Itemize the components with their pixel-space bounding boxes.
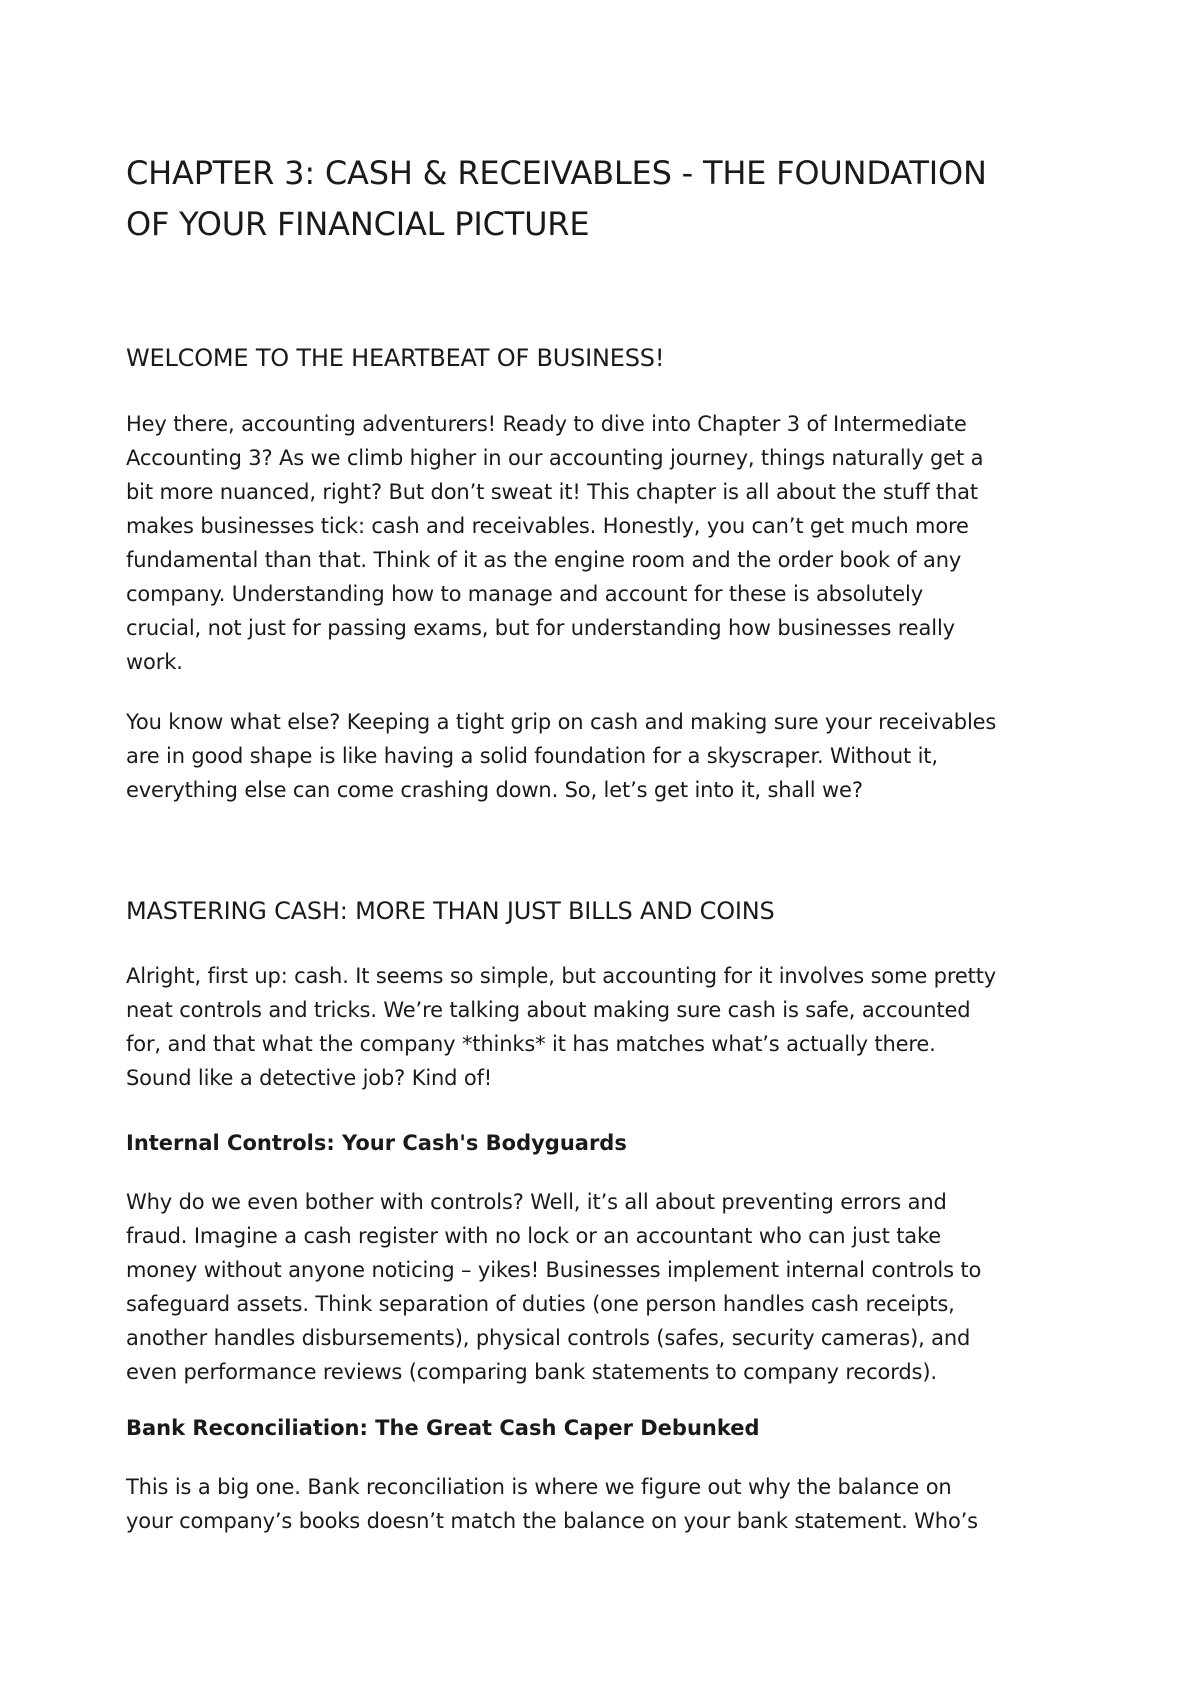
text-line: Sound like a detective job? Kind of! bbox=[126, 1066, 493, 1090]
text-line: another handles disbursements), physical controls (safes, security cameras), and bbox=[126, 1326, 971, 1350]
chapter-title bbox=[126, 148, 1086, 250]
text-line: makes businesses tick: cash and receivables. Honestly, you can’t get much more bbox=[126, 514, 969, 538]
text-line: even performance reviews (comparing bank statements to company records). bbox=[126, 1360, 937, 1384]
text-line: everything else can come crashing down. So, let’s get into it, shall we? bbox=[126, 778, 863, 802]
chapter-title-line: CHAPTER 3: CASH & RECEIVABLES - THE FOUNDATION bbox=[126, 154, 987, 192]
text-line: Hey there, accounting adventurers! Ready to dive into Chapter 3 of Intermediate bbox=[126, 412, 967, 436]
text-line: Accounting 3? As we climb higher in our accounting journey, things naturally get a bbox=[126, 446, 984, 470]
text-line: company. Understanding how to manage and account for these is absolutely bbox=[126, 582, 924, 606]
text-line: crucial, not just for passing exams, but for understanding how businesses really bbox=[126, 616, 955, 640]
text-line: bit more nuanced, right? But don’t sweat it! This chapter is all about the stuff that bbox=[126, 480, 978, 504]
text-line: for, and that what the company *thinks* it has matches what’s actually there. bbox=[126, 1032, 936, 1056]
chapter-title-line: OF YOUR FINANCIAL PICTURE bbox=[126, 205, 590, 243]
text-line: work. bbox=[126, 650, 183, 674]
section-heading-welcome: WELCOME TO THE HEARTBEAT OF BUSINESS! bbox=[126, 344, 665, 372]
cash-intro-paragraph bbox=[126, 959, 1086, 1095]
text-line: are in good shape is like having a solid foundation for a skyscraper. Without it, bbox=[126, 744, 938, 768]
section-heading-cash: MASTERING CASH: MORE THAN JUST BILLS AND COINS bbox=[126, 897, 775, 925]
text-line: fundamental than that. Think of it as the engine room and the order book of any bbox=[126, 548, 962, 572]
welcome-paragraph-2 bbox=[126, 705, 1086, 807]
subsection-heading-bank-reconciliation: Bank Reconciliation: The Great Cash Caper Debunked bbox=[126, 1416, 760, 1440]
subsection-heading-internal-controls: Internal Controls: Your Cash's Bodyguards bbox=[126, 1131, 627, 1155]
internal-controls-paragraph bbox=[126, 1185, 1086, 1389]
text-line: your company’s books doesn’t match the balance on your bank statement. Who’s bbox=[126, 1509, 978, 1533]
text-line: Why do we even bother with controls? Well, it’s all about preventing errors and bbox=[126, 1190, 947, 1214]
text-line: Alright, first up: cash. It seems so simple, but accounting for it involves some pretty bbox=[126, 964, 997, 988]
welcome-paragraph-1 bbox=[126, 407, 1086, 679]
text-line: This is a big one. Bank reconciliation is where we figure out why the balance on bbox=[126, 1475, 952, 1499]
text-line: fraud. Imagine a cash register with no lock or an accountant who can just take bbox=[126, 1224, 942, 1248]
text-line: neat controls and tricks. We’re talking about making sure cash is safe, accounted bbox=[126, 998, 971, 1022]
bank-reconciliation-paragraph bbox=[126, 1470, 1086, 1538]
text-line: You know what else? Keeping a tight grip on cash and making sure your receivables bbox=[126, 710, 997, 734]
text-line: safeguard assets. Think separation of duties (one person handles cash receipts, bbox=[126, 1292, 955, 1316]
text-line: money without anyone noticing – yikes! Businesses implement internal controls to bbox=[126, 1258, 982, 1282]
